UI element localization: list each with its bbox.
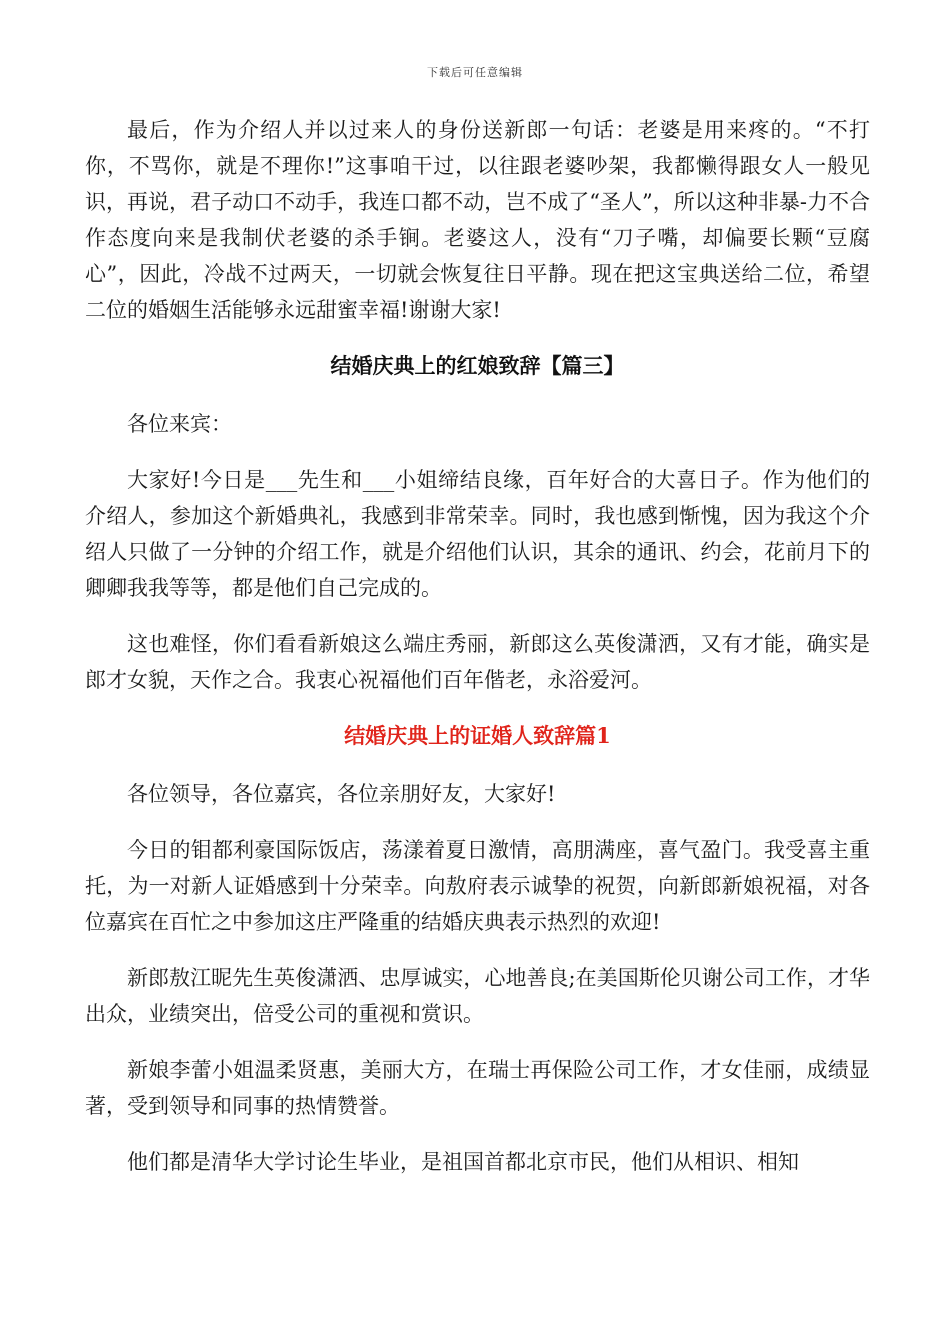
section-heading-witness-1: 结婚庆典上的证婚人致辞篇1 (344, 723, 611, 748)
section-heading-matchmaker-3: 结婚庆典上的红娘致辞【篇三】 (330, 353, 625, 378)
paragraph-introduction: 大家好!今日是___先生和___小姐缔结良缘，百年好合的大喜日子。作为他们的介绍人，参加这个新婚典礼，我感到非常荣幸。同时，我也感到惭愧，因为我这个介绍人只做了一分钟的介绍工作，就是介绍他们认识，其余的通讯、约会，花前月下的卿卿我我等等，都是他们自己完成的。 (85, 468, 870, 600)
paragraph-groom: 新郎敖江昵先生英俊潇洒、忠厚诚实，心地善良;在美国斯伦贝谢公司工作，才华出众，业绩突出，倍受公司的重视和赏识。 (85, 966, 870, 1026)
paragraph-bride: 新娘李蕾小姐温柔贤惠，美丽大方，在瑞士再保险公司工作，才女佳丽，成绩显著，受到领导和同事的热情赞誉。 (85, 1058, 870, 1118)
document-body (85, 112, 870, 1200)
paragraph-hotel-welcome: 今日的钼都利豪国际饭店，荡漾着夏日激情，高朋满座，喜气盈门。我受喜主重托，为一对新人证婚感到十分荣幸。向敖府表示诚挚的祝贺，向新郎新娘祝福，对各位嘉宾在百忙之中参加这庄严隆重的结婚庆典表示热烈的欢迎! (85, 838, 870, 934)
page-header-note: 下载后可任意编辑 (427, 66, 523, 79)
paragraph-couple: 他们都是清华大学讨论生毕业，是祖国首都北京市民，他们从相识、相知 (127, 1150, 799, 1174)
paragraph-greeting-leaders: 各位领导，各位嘉宾，各位亲朋好友，大家好! (127, 782, 556, 806)
paragraph-greeting-guests: 各位来宾： (127, 412, 232, 436)
paragraph-blessing: 这也难怪，你们看看新娘这么端庄秀丽，新郎这么英俊潇洒，又有才能，确实是郎才女貌，天作之合。我衷心祝福他们百年偕老，永浴爱河。 (85, 632, 870, 692)
paragraph-closing-advice: 最后，作为介绍人并以过来人的身份送新郎一句话：老婆是用来疼的。“不打你，不骂你，就是不理你!”这事咱干过，以往跟老婆吵架，我都懒得跟女人一般见识，再说，君子动口不动手，我连口都不动，岂不成了“圣人”，所以这种非暴-力不合作态度向来是我制伏老婆的杀手锏。老婆这人，没有“刀子嘴，却偏要长颗“豆腐心”，因此，冷战不过两天，一切就会恢复往日平静。现在把这宝典送给二位，希望二位的婚姻生活能够永远甜蜜幸福!谢谢大家! (85, 118, 870, 322)
